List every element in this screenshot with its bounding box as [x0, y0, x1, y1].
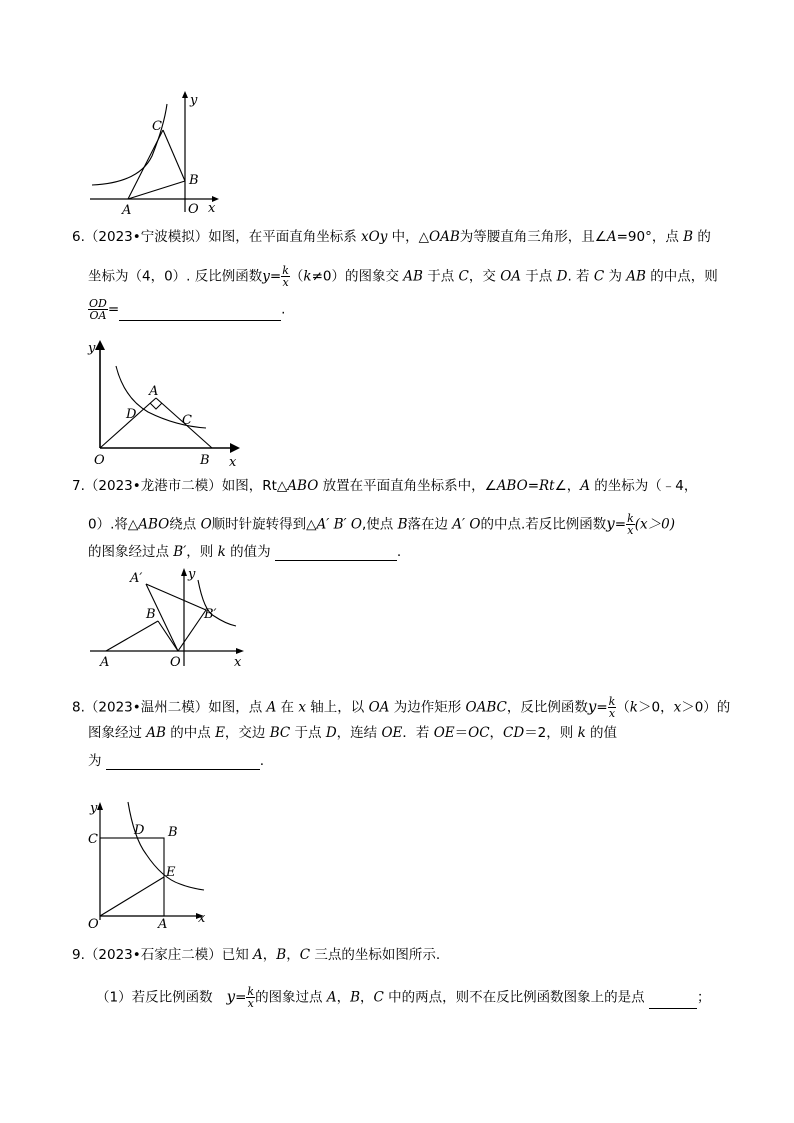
label-x: x [234, 655, 242, 670]
figure-q7 [86, 566, 256, 674]
label-A-prime: A′ [130, 571, 143, 586]
label-B: B [200, 453, 210, 468]
fraction-k-over-x: $\frac{k}{x}$ [282, 264, 289, 289]
label-B: B [146, 607, 156, 622]
q7-line2: 0）.将△ABO绕点 O顺时针旋转得到△A′ B′ O,使点 B落在边 A′ O的中点.若反比例函数y= $\frac{k}{x}$ (x＞0) [88, 512, 675, 537]
q9-sub1: （1）若反比例函数 y= $\frac{k}{x}$ 的图象过点 A，B，C 中的两点，则不在反比例函数图象上的是点 ； [96, 985, 711, 1010]
label-A: A [122, 203, 132, 218]
question-number: 7. [72, 478, 85, 494]
label-O: O [94, 453, 105, 468]
label-y: y [190, 93, 198, 108]
label-O: O [170, 655, 181, 670]
label-y: y [88, 341, 96, 356]
label-x: x [198, 911, 206, 926]
fraction-od-over-oa: $\frac{OD}{OA}$ [89, 297, 107, 322]
label-x: x [208, 201, 216, 216]
label-E: E [166, 865, 176, 880]
q6-line1: 6.（2023•宁波模拟）如图，在平面直角坐标系 xOy 中，△OAB为等腰直角三角形，且∠A=90°，点 B 的 [72, 229, 711, 245]
label-y: y [188, 567, 196, 582]
label-x: x [229, 455, 237, 468]
question-number: 8. [72, 699, 85, 716]
q8-line1: 8.（2023•温州二模）如图，点 A 在 x 轴上，以 OA 为边作矩形 OABC，反比例函数y= $\frac{k}{x}$ （k＞0，x＞0）的 [72, 695, 731, 720]
q7-line3: 的图象经过点 B′，则 k 的值为 . [88, 544, 402, 560]
q6-line2: 坐标为（4，0）. 反比例函数y= $\frac{k}{x}$ （k≠0）的图象交 AB 于点 C，交 OA 于点 D. 若 C 为 AB 的中点，则 [88, 264, 718, 289]
label-D: D [126, 407, 137, 422]
label-y: y [90, 801, 98, 816]
label-D: D [134, 823, 145, 838]
q7-line1: 7.（2023•龙港市二模）如图，Rt△ABO 放置在平面直角坐标系中，∠ABO=Rt∠，A 的坐标为（﹣4， [72, 478, 698, 494]
label-O: O [88, 917, 99, 928]
label-A: A [100, 655, 110, 670]
q8-line3: 为 . [88, 753, 265, 769]
label-B: B [189, 173, 199, 188]
question-number: 6. [72, 229, 85, 245]
figure-q5 [84, 88, 224, 218]
label-B-prime: B′ [204, 607, 217, 622]
answer-blank-q8[interactable] [106, 755, 260, 770]
label-C: C [152, 119, 162, 134]
label-C: C [88, 832, 98, 847]
label-C: C [182, 413, 192, 428]
answer-blank-q9-1[interactable] [649, 994, 697, 1009]
q8-line2: 图象经过 AB 的中点 E，交边 BC 于点 D，连结 OE．若 OE＝OC，CD＝2，则 k 的值 [88, 725, 618, 741]
label-O: O [188, 202, 199, 217]
label-A: A [158, 917, 168, 928]
q9-line1: 9.（2023•石家庄二模）已知 A，B，C 三点的坐标如图所示. [72, 947, 441, 963]
answer-blank-q6[interactable] [119, 306, 281, 321]
question-number: 9. [72, 947, 85, 963]
q6-line3: $\frac{OD}{OA}$ = . [89, 297, 286, 322]
label-B: B [168, 825, 178, 840]
figure-q8 [86, 800, 216, 928]
answer-blank-q7[interactable] [275, 546, 397, 561]
figure-q6 [86, 336, 246, 468]
label-A: A [149, 384, 159, 399]
